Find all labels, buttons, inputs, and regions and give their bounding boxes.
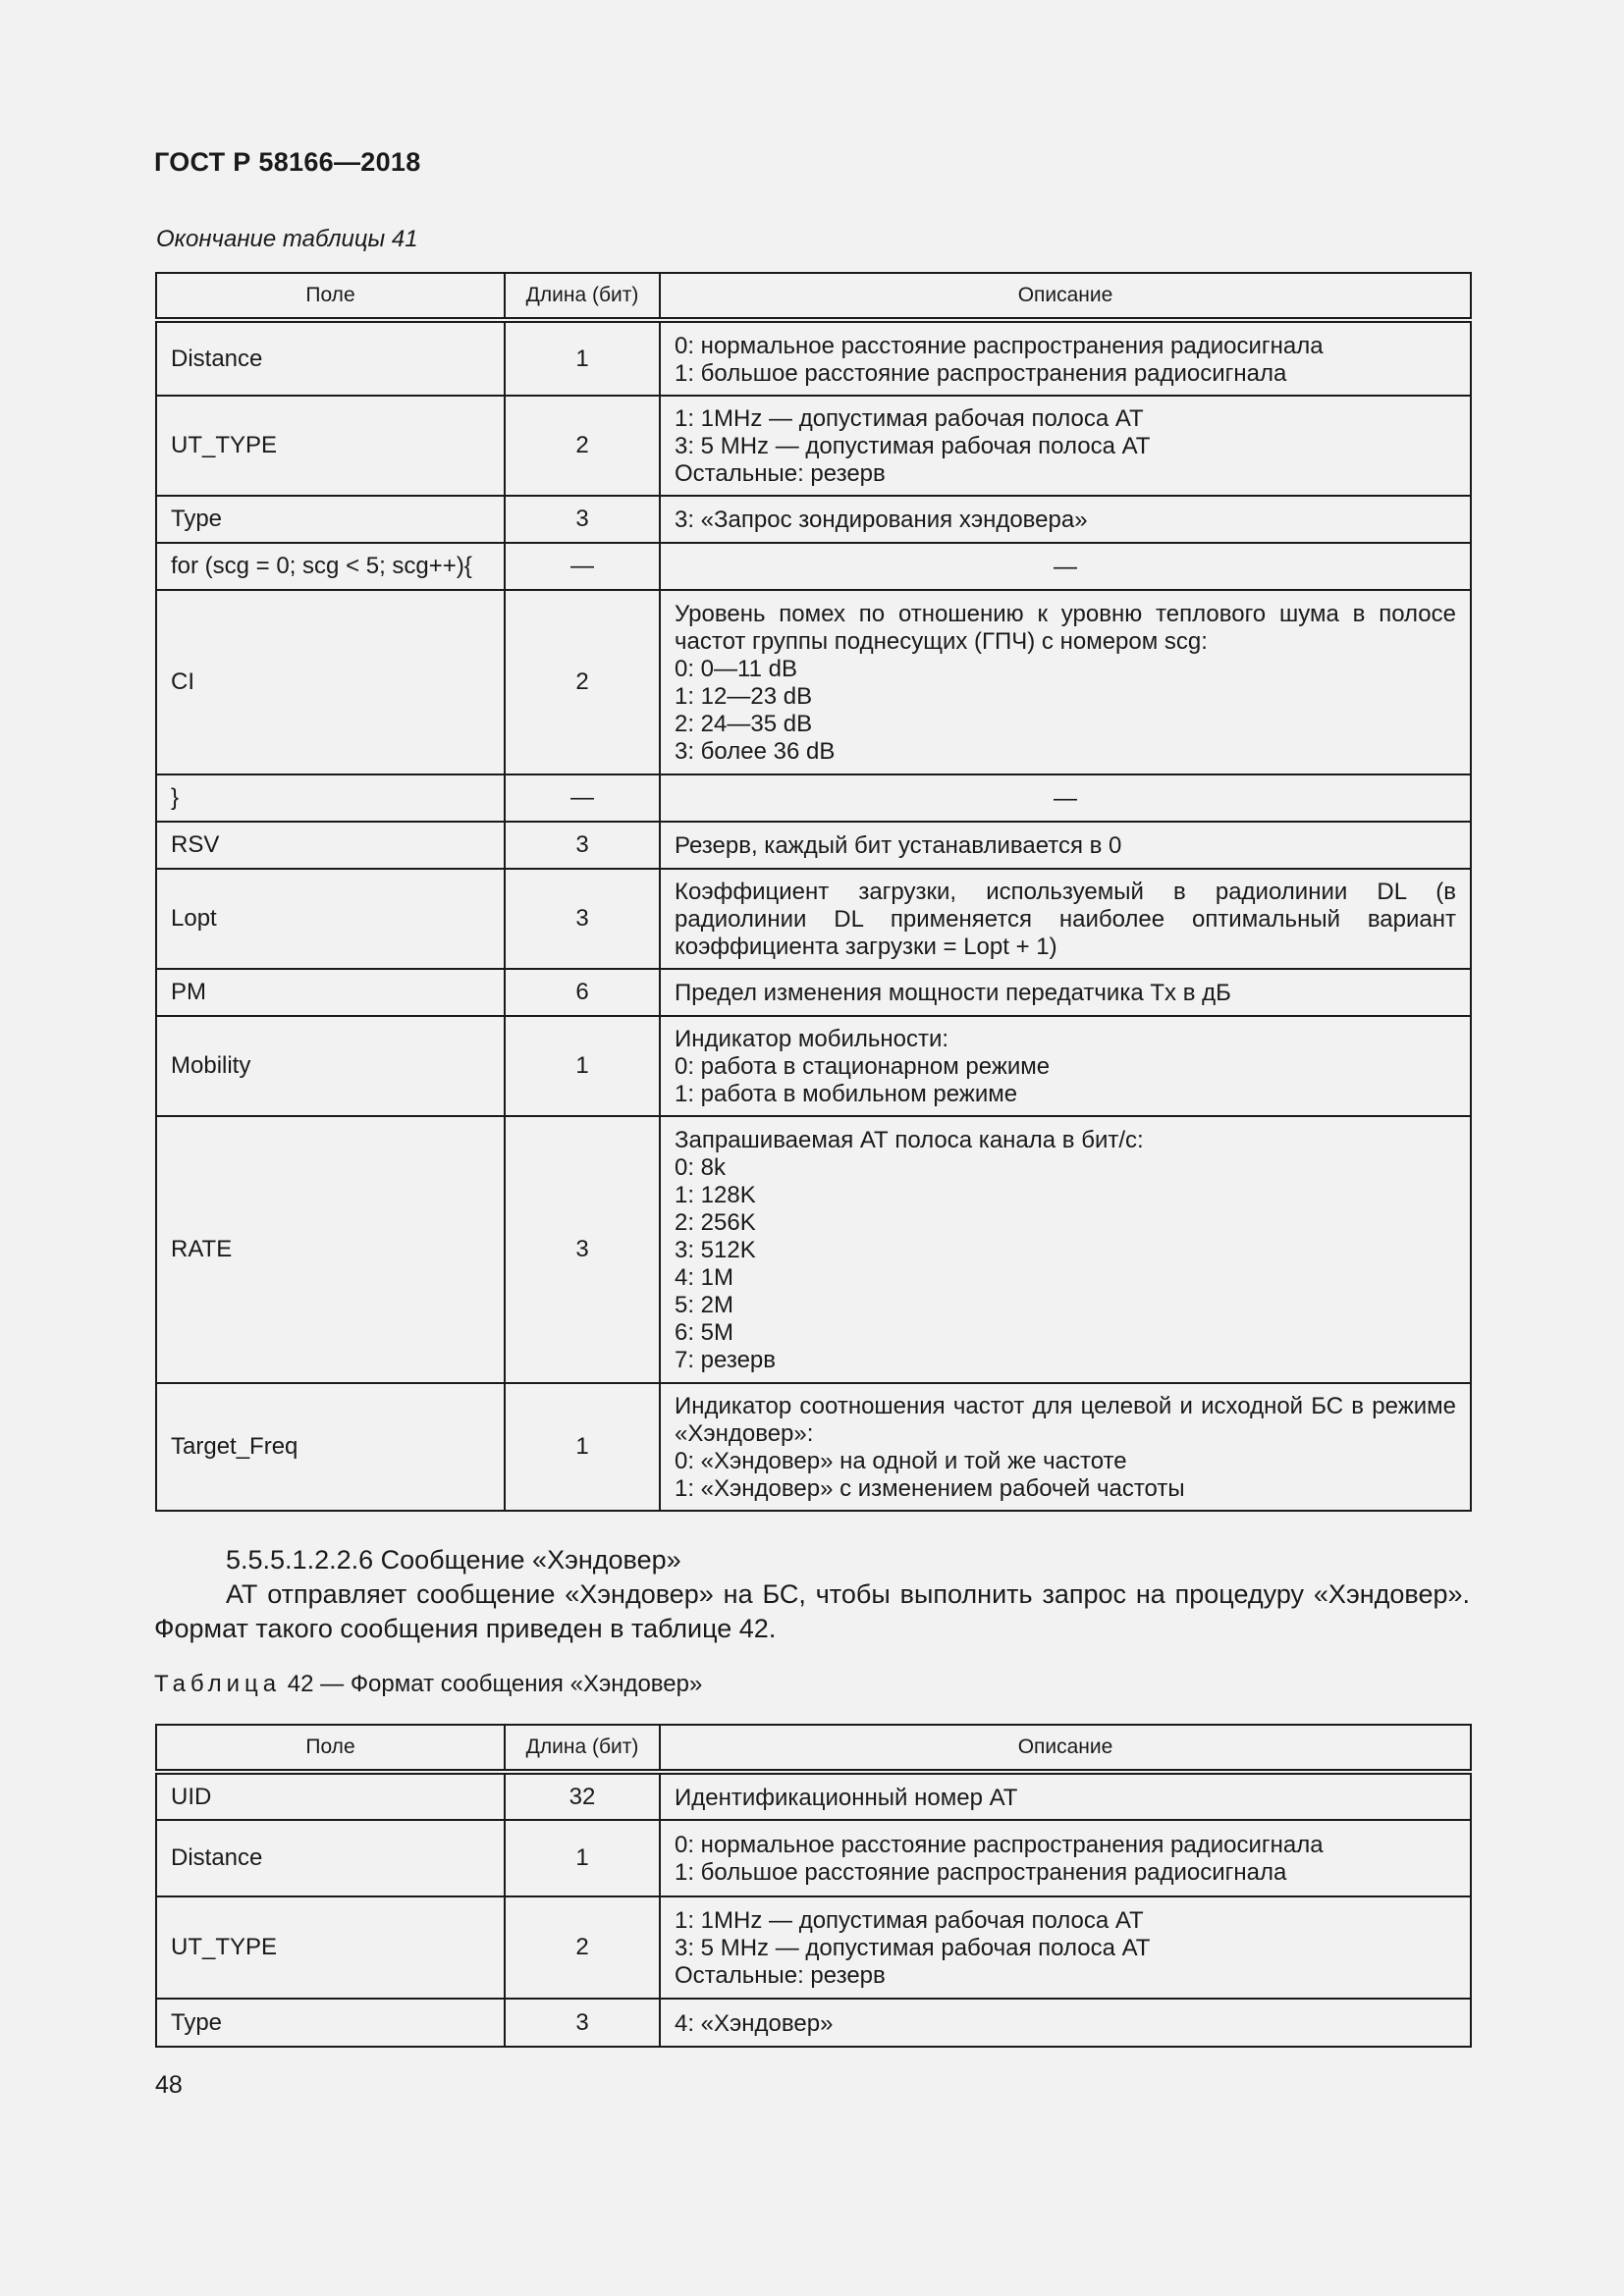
description-line: Запрашиваемая АТ полоса канала в бит/с:: [675, 1127, 1144, 1153]
cell-description: [660, 1116, 1471, 1383]
header-description: Описание: [660, 273, 1471, 320]
cell-field: CI: [156, 590, 505, 774]
table-row: [156, 1383, 1471, 1511]
description-line: —: [1054, 785, 1077, 812]
cell-field: Distance: [156, 1820, 505, 1896]
table-row: [156, 822, 1471, 869]
description-line: 6: 5M: [675, 1319, 734, 1346]
cell-description: [660, 1896, 1471, 1999]
table-row: [156, 1016, 1471, 1116]
cell-description: [660, 774, 1471, 822]
description-line: Резерв, каждый бит устанавливается в 0: [675, 832, 1122, 859]
description-line: 1: 1MHz — допустимая рабочая полоса АТ: [675, 1907, 1144, 1934]
cell-length: 2: [505, 396, 660, 496]
description-line: 1: 128K: [675, 1182, 756, 1208]
description-line: 0: работа в стационарном режиме: [675, 1053, 1051, 1080]
description-line: Предел изменения мощности передатчика Tx в дБ: [675, 980, 1231, 1006]
cell-description: [660, 1772, 1471, 1820]
cell-field: Lopt: [156, 869, 505, 969]
cell-length: 3: [505, 822, 660, 869]
description-line: —: [1054, 554, 1077, 580]
table-41: [155, 272, 1472, 1512]
description-line: 3: 5 MHz — допустимая рабочая полоса АТ: [675, 433, 1151, 459]
cell-description: [660, 822, 1471, 869]
table-row: [156, 869, 1471, 969]
cell-length: 3: [505, 496, 660, 543]
description-line: 5: 2M: [675, 1292, 734, 1318]
description-line: Уровень помех по отношению к уровню теплового шума в полосе частот группы поднесущих (ГПЧ) с номером scg:: [675, 601, 1456, 655]
description-line: 2: 256K: [675, 1209, 756, 1236]
description-line: Коэффициент загрузки, используемый в радиолинии DL (в радиолинии DL применяется наиболее оптимальный вариант коэффициента загрузки = Lopt + 1): [675, 879, 1456, 960]
cell-length: 32: [505, 1772, 660, 1820]
caption-text: 42 — Формат сообщения «Хэндовер»: [287, 1671, 703, 1697]
table-row: [156, 543, 1471, 590]
description-line: 7: резерв: [675, 1347, 777, 1373]
cell-field: PM: [156, 969, 505, 1016]
cell-field: for (scg = 0; scg < 5; scg++){: [156, 543, 505, 590]
cell-length: 3: [505, 869, 660, 969]
cell-field: UID: [156, 1772, 505, 1820]
description-line: 3: 512K: [675, 1237, 756, 1263]
description-line: 3: «Запрос зондирования хэндовера»: [675, 507, 1088, 533]
description-line: 4: 1M: [675, 1264, 734, 1291]
cell-length: 1: [505, 1016, 660, 1116]
cell-field: Type: [156, 1999, 505, 2047]
header-field: Поле: [156, 1725, 505, 1772]
header-length: Длина (бит): [505, 1725, 660, 1772]
table-row: [156, 1772, 1471, 1820]
cell-field: UT_TYPE: [156, 396, 505, 496]
description-line: 0: 0—11 dB: [675, 656, 797, 682]
cell-field: Type: [156, 496, 505, 543]
description-line: 3: более 36 dB: [675, 738, 836, 765]
table-row: [156, 1896, 1471, 1999]
description-line: 0: нормальное расстояние распространения радиосигнала: [675, 332, 1324, 359]
cell-description: [660, 1999, 1471, 2047]
cell-description: [660, 396, 1471, 496]
cell-length: 1: [505, 1383, 660, 1511]
header-length: Длина (бит): [505, 273, 660, 320]
table-row: [156, 1999, 1471, 2047]
page-number: 48: [155, 2071, 183, 2099]
cell-field: Mobility: [156, 1016, 505, 1116]
table-row: [156, 396, 1471, 496]
table-row: [156, 590, 1471, 774]
table-row: [156, 774, 1471, 822]
cell-field: RATE: [156, 1116, 505, 1383]
cell-description: [660, 969, 1471, 1016]
description-line: 0: «Хэндовер» на одной и той же частоте: [675, 1448, 1127, 1474]
document-header: ГОСТ Р 58166—2018: [154, 147, 421, 177]
cell-field: }: [156, 774, 505, 822]
cell-field: Distance: [156, 320, 505, 396]
table-row: [156, 969, 1471, 1016]
cell-description: [660, 496, 1471, 543]
table-42: [155, 1724, 1472, 2048]
description-line: 0: 8k: [675, 1154, 727, 1181]
cell-length: 2: [505, 1896, 660, 1999]
cell-length: —: [505, 543, 660, 590]
table-header-row: [156, 1725, 1471, 1772]
cell-field: RSV: [156, 822, 505, 869]
cell-length: 3: [505, 1116, 660, 1383]
cell-description: [660, 320, 1471, 396]
description-line: 2: 24—35 dB: [675, 711, 813, 737]
description-line: Идентификационный номер АТ: [675, 1784, 1018, 1811]
cell-length: 1: [505, 320, 660, 396]
table-row: [156, 1820, 1471, 1896]
caption-label: Таблица: [154, 1671, 282, 1697]
cell-field: Target_Freq: [156, 1383, 505, 1511]
table-row: [156, 496, 1471, 543]
description-line: 1: большое расстояние распространения радиосигнала: [675, 359, 1287, 387]
cell-length: 2: [505, 590, 660, 774]
cell-description: [660, 543, 1471, 590]
description-line: 3: 5 MHz — допустимая рабочая полоса АТ: [675, 1935, 1151, 1961]
table-42-caption: [154, 1671, 702, 1698]
cell-length: —: [505, 774, 660, 822]
description-line: Остальные: резерв: [675, 1962, 886, 1989]
description-line: 0: нормальное расстояние распространения радиосигнала: [675, 1832, 1324, 1858]
cell-description: [660, 1820, 1471, 1896]
header-description: Описание: [660, 1725, 1471, 1772]
table-header-row: [156, 273, 1471, 320]
cell-field: UT_TYPE: [156, 1896, 505, 1999]
description-line: 1: «Хэндовер» с изменением рабочей частоты: [675, 1475, 1185, 1502]
cell-description: [660, 1383, 1471, 1511]
table-41-caption: Окончание таблицы 41: [156, 226, 418, 252]
cell-length: 1: [505, 1820, 660, 1896]
description-line: 1: 1MHz — допустимая рабочая полоса АТ: [675, 405, 1144, 432]
section-body: АТ отправляет сообщение «Хэндовер» на БС, чтобы выполнить запрос на процедуру «Хэндовер». Формат такого сообщения приведен в таблице 42.: [154, 1579, 1470, 1643]
cell-length: 3: [505, 1999, 660, 2047]
description-line: 1: большое расстояние распространения радиосигнала: [675, 1859, 1287, 1886]
description-line: 1: работа в мобильном режиме: [675, 1081, 1018, 1107]
section-heading: 5.5.5.1.2.2.6 Сообщение «Хэндовер»: [226, 1545, 681, 1575]
cell-description: [660, 1016, 1471, 1116]
header-field: Поле: [156, 273, 505, 320]
cell-description: [660, 590, 1471, 774]
description-line: Остальные: резерв: [675, 460, 886, 487]
cell-description: [660, 869, 1471, 969]
description-line: 1: 12—23 dB: [675, 683, 813, 710]
description-line: 4: «Хэндовер»: [675, 2009, 834, 2037]
table-row: [156, 1116, 1471, 1383]
cell-length: 6: [505, 969, 660, 1016]
description-line: Индикатор соотношения частот для целевой и исходной БС в режиме «Хэндовер»:: [675, 1393, 1456, 1447]
description-line: Индикатор мобильности:: [675, 1026, 949, 1052]
table-row: [156, 320, 1471, 396]
